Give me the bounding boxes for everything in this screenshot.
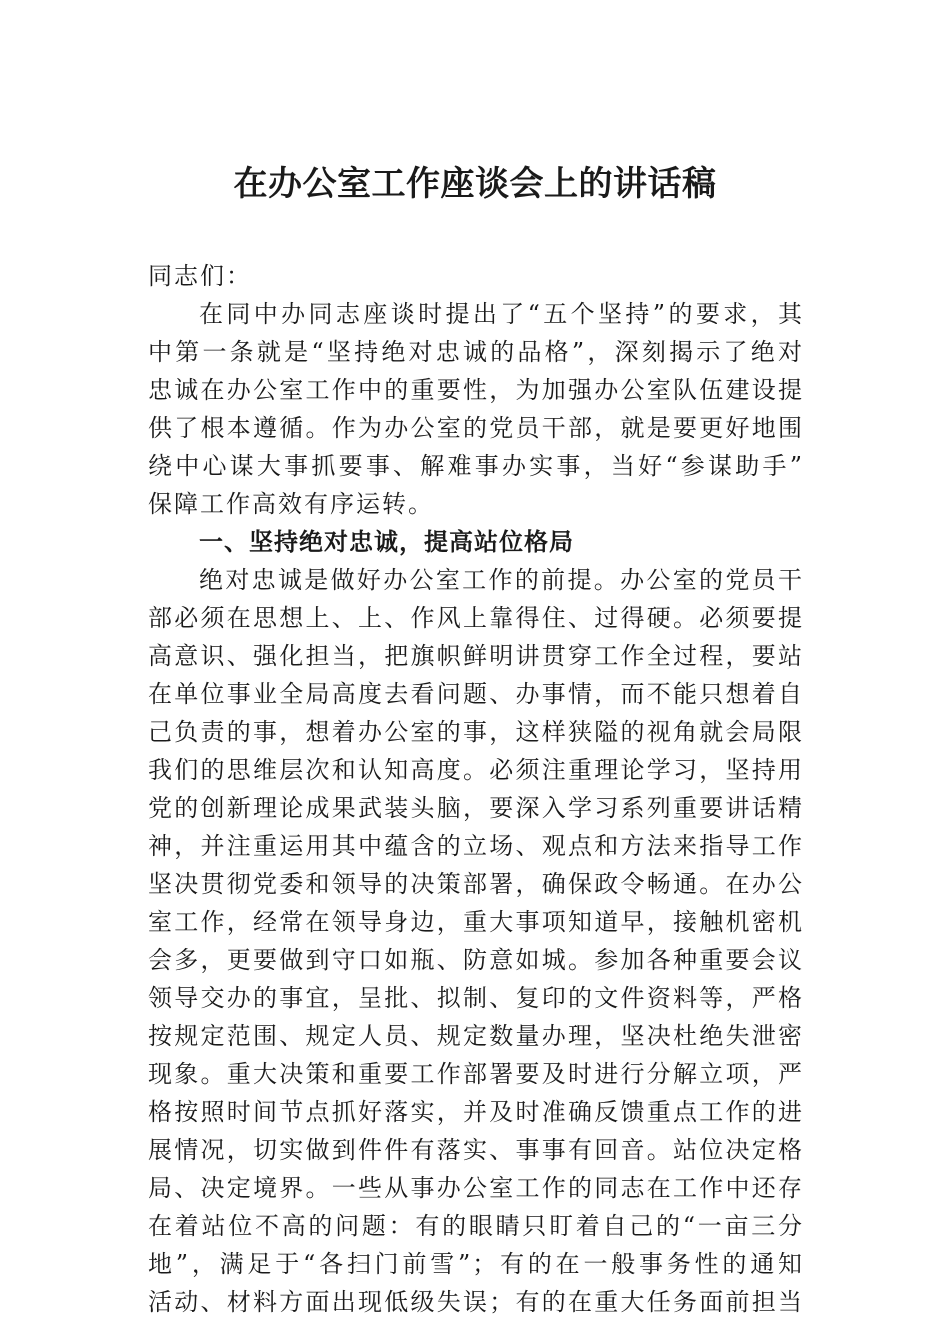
paragraph-line: 绝对忠诚是做好办公室工作的前提。办公室的党员干 (199, 566, 804, 594)
section-heading: 一、坚持绝对忠诚，提高站位格局 (199, 528, 574, 556)
paragraph-line: 供了根本遵循。作为办公室的党员干部，就是要更好地围 (148, 414, 804, 442)
paragraph-line: 坚决贯彻党委和领导的决策部署，确保政令畅通。在办公 (148, 870, 804, 898)
paragraph-line: 在单位事业全局高度去看问题、办事情，而不能只想着自 (148, 680, 804, 708)
paragraph-line: 保障工作高效有序运转。 (148, 490, 434, 518)
salutation: 同志们： (148, 262, 252, 290)
paragraph-line: 按规定范围、规定人员、规定数量办理，坚决杜绝失泄密 (148, 1022, 804, 1050)
paragraph-line: 局、决定境界。一些从事办公室工作的同志在工作中还存 (148, 1174, 804, 1202)
paragraph-line: 己负责的事，想着办公室的事，这样狭隘的视角就会局限 (148, 718, 804, 746)
paragraph-line: 领导交办的事宜，呈批、拟制、复印的文件资料等，严格 (148, 984, 804, 1012)
paragraph-line: 部必须在思想上、上、作风上靠得住、过得硬。必须要提 (148, 604, 804, 632)
intro-paragraph (148, 295, 804, 523)
section1-paragraph (148, 561, 804, 1321)
paragraph-line: 忠诚在办公室工作中的重要性，为加强办公室队伍建设提 (148, 376, 804, 404)
paragraph-line: 室工作，经常在领导身边，重大事项知道早，接触机密机 (148, 908, 804, 936)
paragraph-line: 党的创新理论成果武装头脑，要深入学习系列重要讲话精 (148, 794, 804, 822)
paragraph-line: 现象。重大决策和重要工作部署要及时进行分解立项，严 (148, 1060, 804, 1088)
paragraph-line: 在同中办同志座谈时提出了“五个坚持”的要求，其 (199, 300, 804, 328)
paragraph-line: 在着站位不高的问题：有的眼睛只盯着自己的“一亩三分 (148, 1212, 804, 1240)
paragraph-line: 地”，满足于“各扫门前雪”；有的在一般事务性的通知 (148, 1250, 804, 1278)
paragraph-line: 格按照时间节点抓好落实，并及时准确反馈重点工作的进 (148, 1098, 804, 1126)
paragraph-line: 中第一条就是“坚持绝对忠诚的品格”，深刻揭示了绝对 (148, 338, 804, 366)
paragraph-line: 会多，更要做到守口如瓶、防意如城。参加各种重要会议 (148, 946, 804, 974)
paragraph-line: 绕中心谋大事抓要事、解难事办实事，当好“参谋助手” (148, 452, 804, 480)
document-title: 在办公室工作座谈会上的讲话稿 (233, 164, 717, 204)
paragraph-line: 我们的思维层次和认知高度。必须注重理论学习，坚持用 (148, 756, 804, 784)
paragraph-line: 活动、材料方面出现低级失误；有的在重大任务面前担当 (148, 1288, 804, 1316)
paragraph-line: 展情况，切实做到件件有落实、事事有回音。站位决定格 (148, 1136, 804, 1164)
paragraph-line: 神，并注重运用其中蕴含的立场、观点和方法来指导工作 (148, 832, 804, 860)
paragraph-line: 高意识、强化担当，把旗帜鲜明讲贯穿工作全过程，要站 (148, 642, 804, 670)
document-body (148, 257, 804, 1321)
